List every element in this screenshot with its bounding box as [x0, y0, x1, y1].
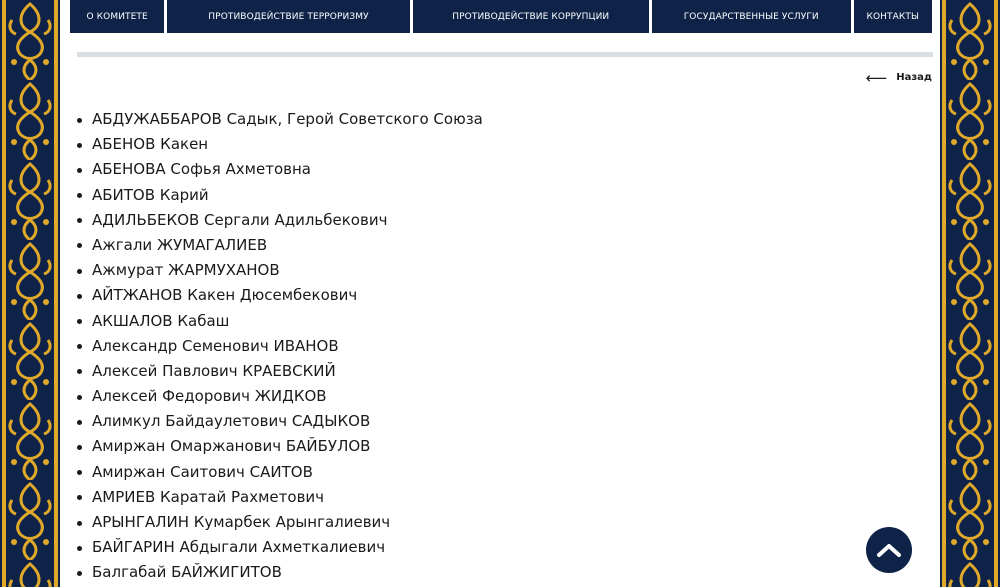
bullet-icon: [77, 193, 82, 198]
list-item: [77, 157, 483, 182]
bullet-icon: [77, 243, 82, 248]
list-item-text: АБДУЖАББАРОВ Садык, Герой Советского Союза: [92, 110, 483, 128]
list-item: [77, 233, 483, 258]
chevron-up-icon: [876, 542, 902, 558]
list-item: [77, 560, 483, 585]
list-item-text: Амиржан Омаржанович БАЙБУЛОВ: [92, 437, 371, 456]
list-item-text: Амиржан Саитович САИТОВ: [92, 462, 313, 481]
ornament-border-left: [0, 0, 60, 587]
bullet-icon: [77, 395, 82, 400]
bullet-icon: [77, 319, 82, 324]
bullet-icon: [77, 571, 82, 576]
list-item-text: Алексей Федорович ЖИДКОВ: [92, 387, 327, 406]
list-item-text: АКШАЛОВ Кабаш: [92, 311, 230, 330]
list-item: [77, 384, 483, 409]
bullet-icon: [77, 118, 82, 123]
bullet-icon: [77, 143, 82, 148]
section-divider: [77, 52, 933, 57]
list-item: [77, 183, 483, 208]
bullet-icon: [77, 344, 82, 349]
list-item-text: АБЕНОВА Софья Ахметовна: [92, 160, 311, 179]
list-item: [77, 535, 483, 560]
list-item-text: АДИЛЬБЕКОВ Сергали Адильбекович: [92, 210, 388, 229]
list-item: [77, 208, 483, 233]
list-item-text: Александр Семенович ИВАНОВ: [92, 336, 339, 355]
bullet-icon: [77, 521, 82, 526]
list-item-text: БАЙГАРИН Абдыгали Ахметкалиевич: [92, 538, 386, 557]
list-item-text: Алимкул Байдаулетович САДЫКОВ: [92, 412, 371, 431]
list-item-text: Алексей Павлович КРАЕВСКИЙ: [92, 361, 336, 380]
list-item: [77, 132, 483, 157]
nav-item-anti-corruption[interactable]: ПРОТИВОДЕЙСТВИЕ КОРРУПЦИИ: [413, 0, 649, 33]
list-item: [77, 485, 483, 510]
nav-item-about-committee[interactable]: О КОМИТЕТЕ: [70, 0, 164, 33]
bullet-icon: [77, 218, 82, 223]
list-item-text: АБЕНОВ Какен: [92, 135, 209, 154]
back-link-label: Назад: [896, 72, 932, 83]
names-list: [77, 107, 483, 586]
list-item: [77, 359, 483, 384]
back-link[interactable]: [865, 68, 932, 87]
scroll-to-top-button[interactable]: [866, 527, 912, 573]
list-item-text: АРЫНГАЛИН Кумарбек Арынгалиевич: [92, 513, 391, 531]
list-item-text: Ажгали ЖУМАГАЛИЕВ: [92, 235, 268, 254]
bullet-icon: [77, 546, 82, 551]
bullet-icon: [77, 495, 82, 500]
nav-item-public-services[interactable]: ГОСУДАРСТВЕННЫЕ УСЛУГИ: [652, 0, 851, 33]
bullet-icon: [77, 369, 82, 374]
bullet-icon: [77, 445, 82, 450]
bullet-icon: [77, 420, 82, 425]
list-item-text: Ажмурат ЖАРМУХАНОВ: [92, 261, 280, 280]
bullet-icon: [77, 294, 82, 299]
nav-item-counter-terrorism[interactable]: ПРОТИВОДЕЙСТВИЕ ТЕРРОРИЗМУ: [167, 0, 409, 33]
main-content: [60, 0, 940, 587]
top-navigation: [70, 0, 932, 33]
ornament-border-right: [940, 0, 1000, 587]
list-item-text: АЙТЖАНОВ Какен Дюсембекович: [92, 286, 358, 305]
list-item: [77, 309, 483, 334]
arrow-left-icon: ⟵: [865, 68, 888, 87]
list-item-text: Балгабай БАЙЖИГИТОВ: [92, 563, 282, 582]
bullet-icon: [77, 168, 82, 173]
bullet-icon: [77, 269, 82, 274]
list-item: [77, 510, 483, 535]
list-item-text: АБИТОВ Карий: [92, 185, 209, 204]
nav-item-contacts[interactable]: КОНТАКТЫ: [854, 0, 932, 33]
bullet-icon: [77, 470, 82, 475]
list-item: [77, 283, 483, 308]
list-item: [77, 107, 483, 132]
list-item: [77, 258, 483, 283]
list-item: [77, 409, 483, 434]
list-item: [77, 334, 483, 359]
list-item: [77, 460, 483, 485]
list-item: [77, 434, 483, 459]
list-item-text: АМРИЕВ Каратай Рахметович: [92, 487, 325, 506]
